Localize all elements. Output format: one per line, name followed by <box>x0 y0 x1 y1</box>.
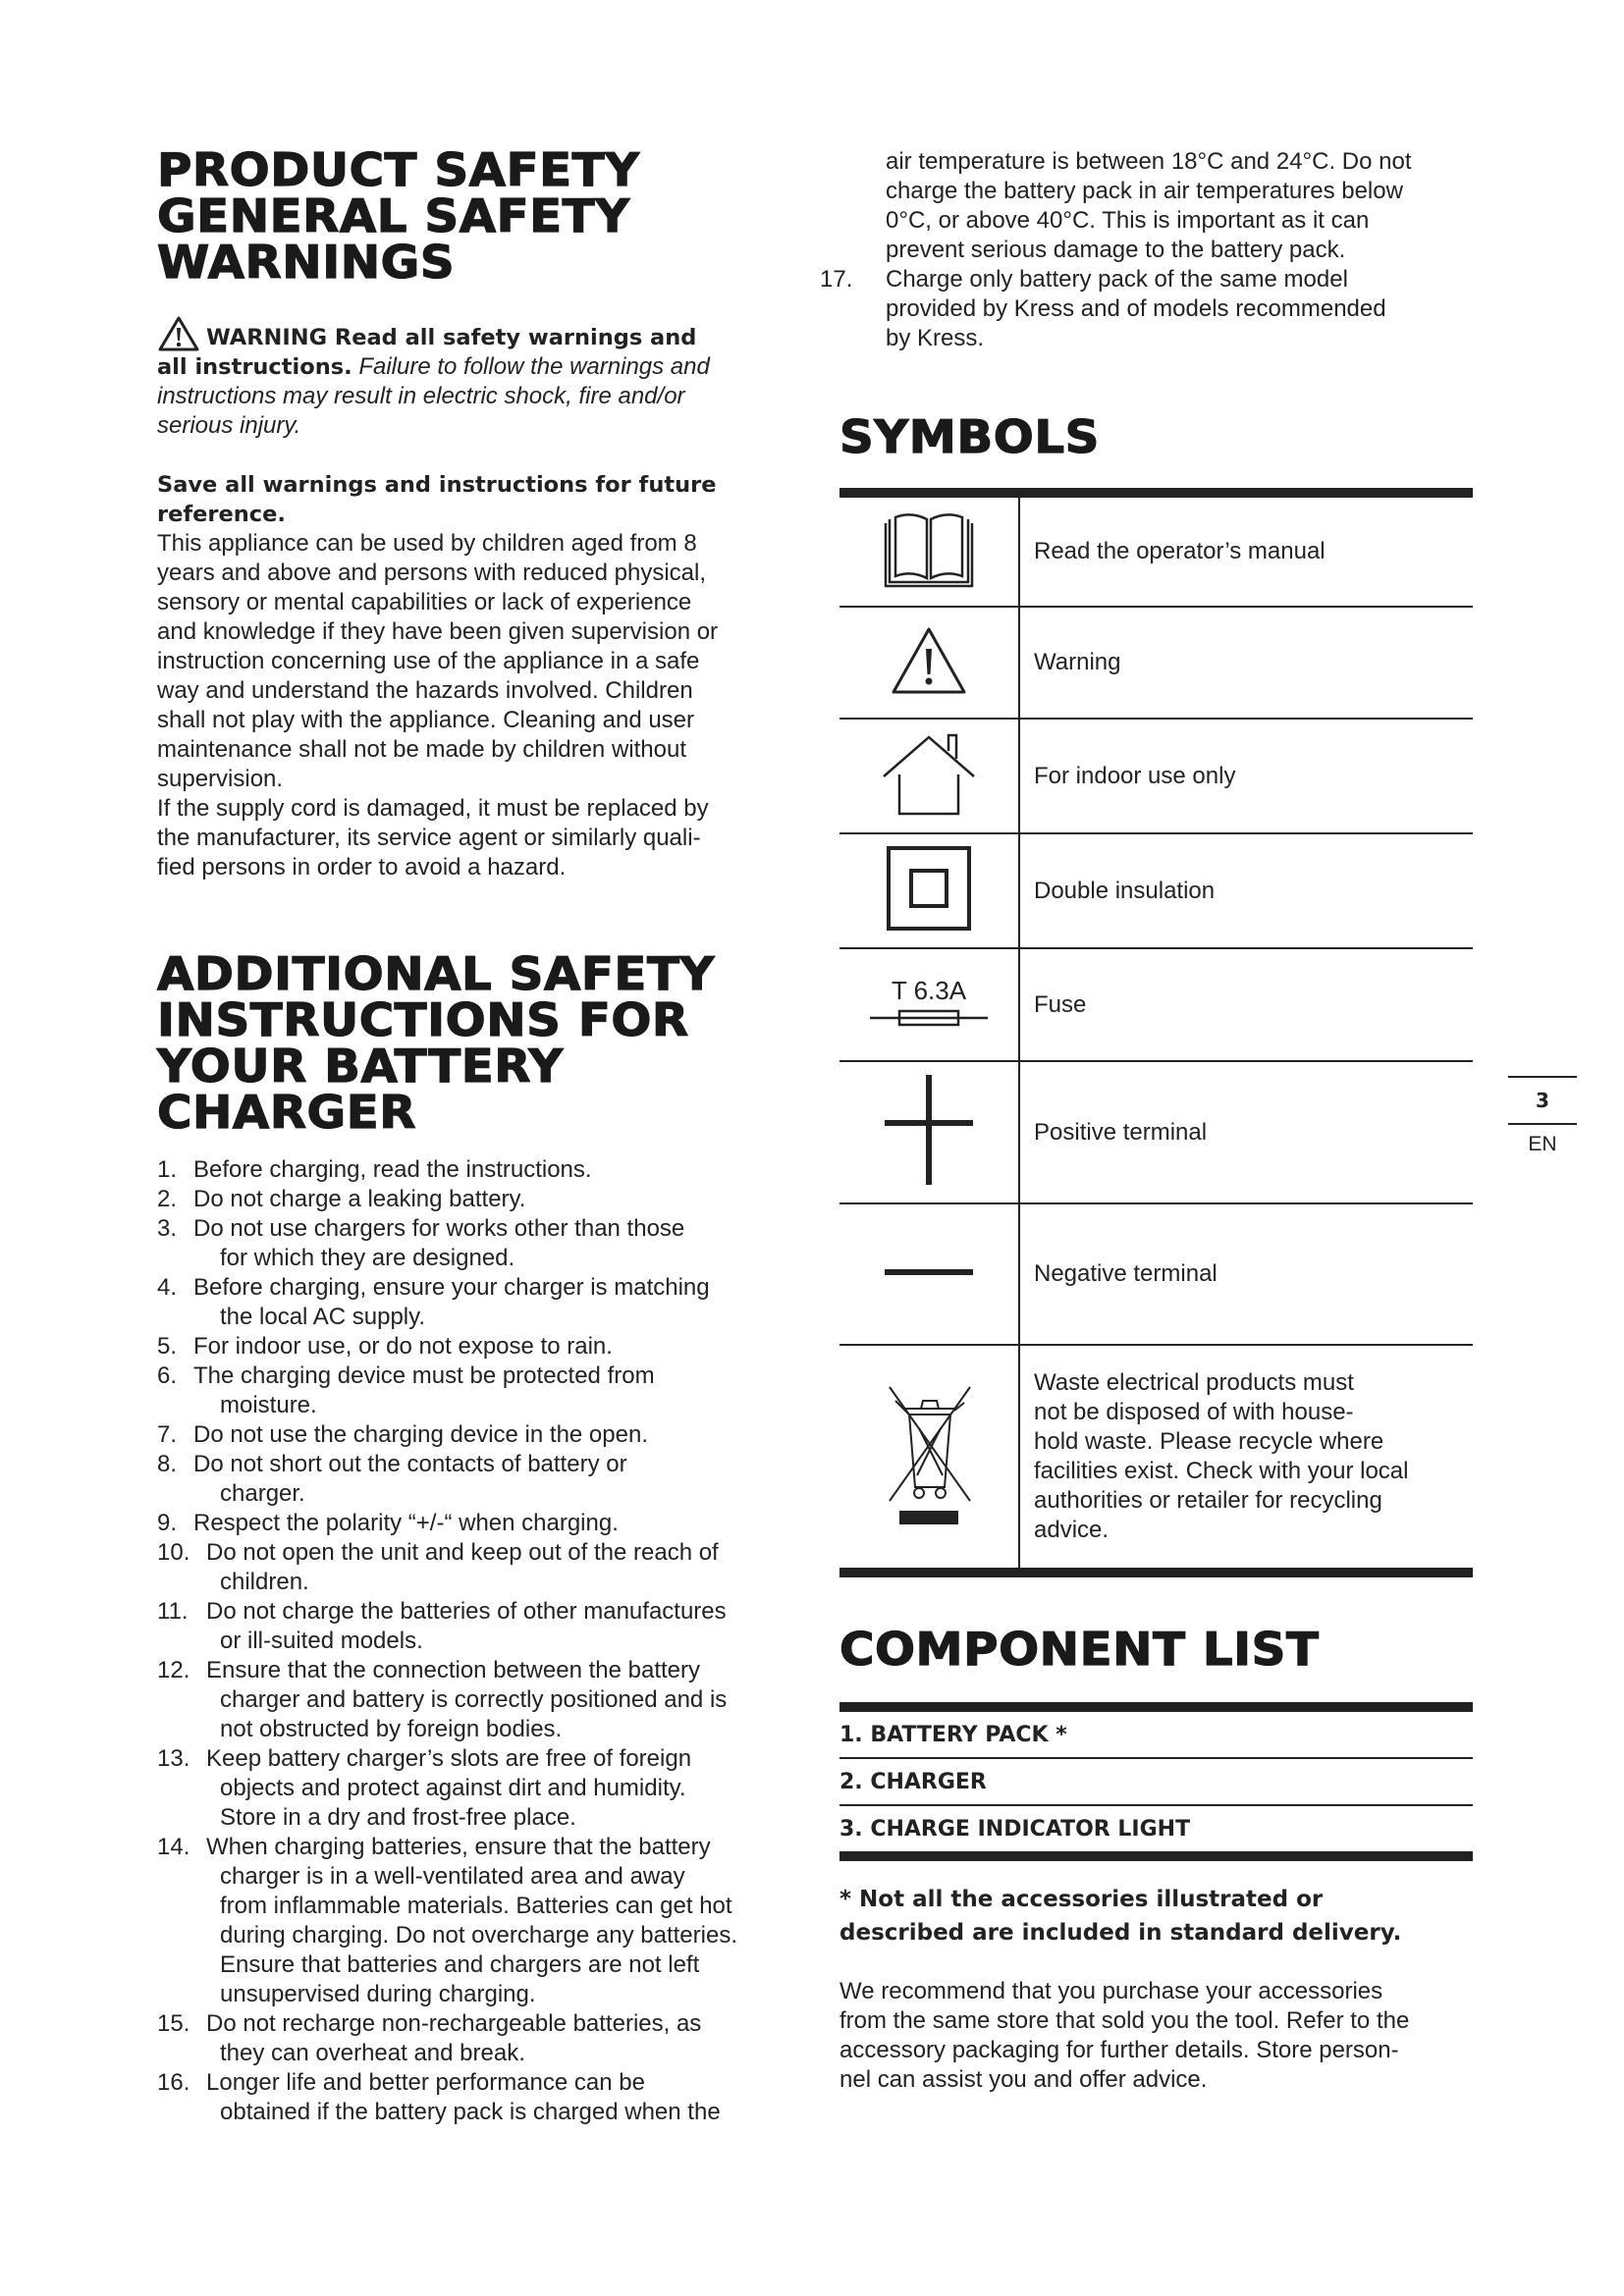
house-icon <box>880 731 978 816</box>
language-code: EN <box>1528 1133 1557 1155</box>
symbol-row: Double insulation <box>839 833 1473 948</box>
list-item-number: 14. <box>157 1834 190 1860</box>
weee-bin-icon <box>882 1381 976 1528</box>
symbol-row: T 6.3A Fuse <box>839 948 1473 1061</box>
double-insulation-icon <box>885 844 973 933</box>
symbols-table <box>839 488 1473 1577</box>
component-item: 2. CHARGER <box>839 1758 1473 1805</box>
list-item-number: 4. <box>157 1274 178 1301</box>
item-16-continued: air temperature is between 18°C and 24°C. Do not charge the battery pack in air temperatures below 0°C, or above 40°C. This is important as it can prevent serious damage to the battery pack. <box>886 148 1412 263</box>
plus-icon <box>885 1075 973 1185</box>
list-item: 12. Ensure that the connection between the battery charger and battery is correctly positioned and is not obstructed by foreign bodies. <box>157 1657 728 1742</box>
component-item: 3. CHARGE INDICATOR LIGHT <box>839 1805 1473 1856</box>
list-item-number: 15. <box>157 2010 190 2037</box>
general-safety-paragraph: This appliance can be used by children aged from 8 years and above and persons with reduced physical, sensory or mental capabilities or lack of experience and knowledge if they have been given supervision or instruction concerning use of the appliance in a safe way and understand the hazards involved. Children shall not play with the appliance. Cleaning and user maintenance shall not be made by children without supervision. If the supply cord is damaged, it must be replaced by the manufacturer, its service agent or similarly quali- fied persons in order to avoid a hazard. <box>157 530 719 881</box>
heading-product-safety: PRODUCT SAFETY GENERAL SAFETY WARNINGS <box>157 143 640 289</box>
component-list-table <box>839 1702 1473 1861</box>
list-item-number: 7. <box>157 1421 178 1448</box>
list-item: 16. Longer life and better performance can be obtained if the battery pack is charged when the <box>157 2069 721 2125</box>
charger-instructions-list <box>157 1155 795 2127</box>
warning-block: WARNING Read all safety warnings and all instructions. Failure to follow the warnings and instructions may result in electric shock, fire and/or serious injury. <box>157 315 795 441</box>
list-item-number: 5. <box>157 1333 178 1360</box>
list-item-number: 11. <box>157 1598 189 1625</box>
right-column <box>820 147 1478 2095</box>
list-item-number: 8. <box>157 1451 178 1477</box>
symbol-row <box>839 1345 1473 1573</box>
minus-icon <box>885 1266 973 1278</box>
book-icon <box>882 511 976 588</box>
symbol-row: Negative terminal <box>839 1203 1473 1345</box>
symbol-row: Warning <box>839 607 1473 719</box>
list-item: 3. Do not use chargers for works other than those for which they are designed. <box>157 1215 685 1271</box>
left-column <box>157 143 795 2127</box>
list-item: 15. Do not recharge non-rechargeable batteries, as they can overheat and break. <box>157 2010 702 2066</box>
list-item: 4. Before charging, ensure your charger is matching the local AC supply. <box>157 1274 710 1330</box>
heading-symbols: SYMBOLS <box>839 410 1100 463</box>
save-instructions: Save all warnings and instructions for future reference. <box>157 472 717 527</box>
page-number: 3 <box>1536 1089 1549 1112</box>
fuse-icon: T 6.3A <box>839 948 1019 1061</box>
list-item-number: 9. <box>157 1510 178 1536</box>
list-item: 6. The charging device must be protected from moisture. <box>157 1362 655 1418</box>
list-item: 11. Do not charge the batteries of other manufactures or ill-suited models. <box>157 1598 727 1654</box>
list-item: 13. Keep battery charger’s slots are free of foreign objects and protect against dirt and humidity. Store in a dry and frost-free place. <box>157 1745 692 1831</box>
heading-component-list: COMPONENT LIST <box>839 1623 1320 1676</box>
list-item-number: 1. <box>157 1156 178 1183</box>
page-tab <box>1508 1076 1577 1158</box>
item-17: 17. Charge only battery pack of the same model provided by Kress and of models recommended by Kress. <box>820 266 1386 351</box>
list-item: 1. Before charging, read the instructions. <box>157 1156 592 1183</box>
symbol-row: For indoor use only <box>839 719 1473 833</box>
list-item: 14. When charging batteries, ensure that the battery charger is in a well-ventilated area and away from inflammable materials. Batteries can get hot during charging. Do not overcharge any batteries. Ensure that batteries and chargers are not left unsupervised during charging. <box>157 1834 737 2007</box>
list-item: 2. Do not charge a leaking battery. <box>157 1186 526 1212</box>
list-item: 7. Do not use the charging device in the open. <box>157 1421 648 1448</box>
symbol-row: Positive terminal <box>839 1061 1473 1203</box>
list-item-number: 10. <box>157 1539 190 1566</box>
list-item: 8. Do not short out the contacts of battery or charger. <box>157 1451 627 1507</box>
weee-description: Waste electrical products must not be disposed of with house- hold waste. Please recycle where facilities exist. Check with your local authorities or retailer for recycling advice. <box>1019 1345 1473 1573</box>
list-item-number: 16. <box>157 2069 190 2096</box>
warning-triangle-icon <box>157 315 200 352</box>
accessories-note: We recommend that you purchase your accessories from the same store that sold you the tool. Refer to the accessory packaging for further details. Store person- nel can assist you and offer advice. <box>839 1978 1410 2093</box>
heading-additional-safety: ADDITIONAL SAFETY INSTRUCTIONS FOR YOUR BATTERY CHARGER <box>157 947 715 1139</box>
component-item: 1. BATTERY PACK * <box>839 1707 1473 1758</box>
symbol-row: Read the operator’s manual <box>839 493 1473 607</box>
list-item-number: 2. <box>157 1186 178 1212</box>
warning-triangle-icon <box>890 625 968 696</box>
list-item-number: 12. <box>157 1657 190 1683</box>
list-item: 9. Respect the polarity “+/-“ when charging. <box>157 1510 619 1536</box>
list-item-number: 6. <box>157 1362 178 1389</box>
list-item-number: 13. <box>157 1745 190 1772</box>
list-item: 10. Do not open the unit and keep out of the reach of children. <box>157 1539 719 1595</box>
list-item-number: 3. <box>157 1215 178 1242</box>
list-item: 5. For indoor use, or do not expose to rain. <box>157 1333 613 1360</box>
accessories-note-bold: * Not all the accessories illustrated or described are included in standard delivery. <box>839 1887 1402 1946</box>
